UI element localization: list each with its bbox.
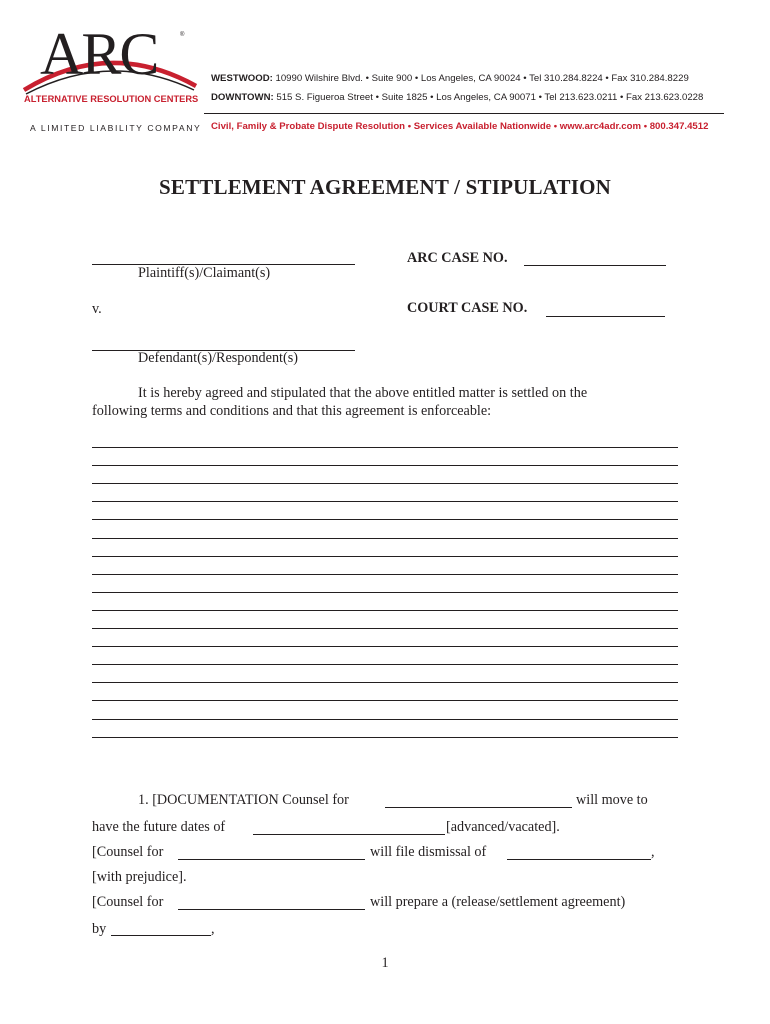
logo-subtitle: ALTERNATIVE RESOLUTION CENTERS — [24, 94, 199, 104]
terms-line[interactable] — [92, 592, 678, 593]
item1-by-date-blank[interactable] — [111, 935, 211, 936]
llc-label: A LIMITED LIABILITY COMPANY — [30, 123, 202, 133]
item1-text-j: will prepare a (release/settlement agreement) — [370, 894, 626, 910]
item1-text-l: , — [211, 921, 215, 937]
terms-line[interactable] — [92, 483, 678, 484]
terms-line[interactable] — [92, 646, 678, 647]
westwood-address — [211, 73, 689, 84]
item1-text-c: have the future dates of — [92, 819, 226, 835]
terms-line[interactable] — [92, 538, 678, 539]
item1-text-b: will move to — [576, 792, 648, 808]
page-number: 1 — [381, 955, 389, 971]
downtown-address — [211, 92, 703, 103]
terms-line[interactable] — [92, 682, 678, 683]
intro-line-1: It is hereby agreed and stipulated that the above entitled matter is settled on the — [138, 385, 588, 401]
logo-wordmark: ARC — [40, 21, 158, 87]
item1-text-g: , — [651, 844, 655, 860]
item1-text-h: [with prejudice]. — [92, 869, 187, 885]
terms-line[interactable] — [92, 664, 678, 665]
terms-line[interactable] — [92, 700, 678, 701]
terms-line[interactable] — [92, 556, 678, 557]
terms-line[interactable] — [92, 465, 678, 466]
arc-case-label: ARC CASE NO. — [407, 250, 508, 266]
item1-text-a: 1. [DOCUMENTATION Counsel for — [138, 792, 349, 808]
arc-case-blank[interactable] — [524, 265, 666, 266]
terms-line[interactable] — [92, 501, 678, 502]
downtown-label: DOWNTOWN: — [211, 92, 274, 103]
versus-label: v. — [92, 301, 102, 317]
terms-line[interactable] — [92, 737, 678, 738]
terms-line[interactable] — [92, 574, 678, 575]
downtown-text: 515 S. Figueroa Street • Suite 1825 • Los Angeles, CA 90071 • Tel 213.623.0211 • Fax 213.623.0228 — [276, 92, 704, 103]
terms-line[interactable] — [92, 628, 678, 629]
item1-dismissal-counsel-blank[interactable] — [178, 859, 365, 860]
registered-mark: ® — [180, 32, 185, 38]
item1-release-counsel-blank[interactable] — [178, 909, 365, 910]
terms-line[interactable] — [92, 519, 678, 520]
item1-counsel-blank[interactable] — [385, 807, 572, 808]
item1-text-i: [Counsel for — [92, 894, 164, 910]
terms-line[interactable] — [92, 610, 678, 611]
header-divider — [204, 113, 724, 114]
court-case-label: COURT CASE NO. — [407, 300, 528, 316]
westwood-label: WESTWOOD: — [211, 73, 273, 84]
terms-line[interactable] — [92, 719, 678, 720]
item1-dismissal-blank[interactable] — [507, 859, 651, 860]
intro-line-2: following terms and conditions and that this agreement is enforceable: — [92, 403, 492, 419]
defendant-label: Defendant(s)/Respondent(s) — [138, 350, 298, 366]
terms-line[interactable] — [92, 447, 678, 448]
item1-text-k: by — [92, 921, 107, 937]
services-line: Civil, Family & Probate Dispute Resolution • Services Available Nationwide • www.arc4adr.com • 800.347.4512 — [211, 121, 709, 132]
court-case-blank[interactable] — [546, 316, 665, 317]
westwood-text: 10990 Wilshire Blvd. • Suite 900 • Los Angeles, CA 90024 • Tel 310.284.8224 • Fax 310.284.8229 — [275, 73, 689, 84]
item1-text-d: [advanced/vacated]. — [446, 819, 560, 835]
item1-text-e: [Counsel for — [92, 844, 164, 860]
document-title: SETTLEMENT AGREEMENT / STIPULATION — [158, 175, 611, 199]
item1-dates-blank[interactable] — [253, 834, 445, 835]
item1-text-f: will file dismissal of — [370, 844, 487, 860]
plaintiff-label: Plaintiff(s)/Claimant(s) — [138, 265, 271, 281]
